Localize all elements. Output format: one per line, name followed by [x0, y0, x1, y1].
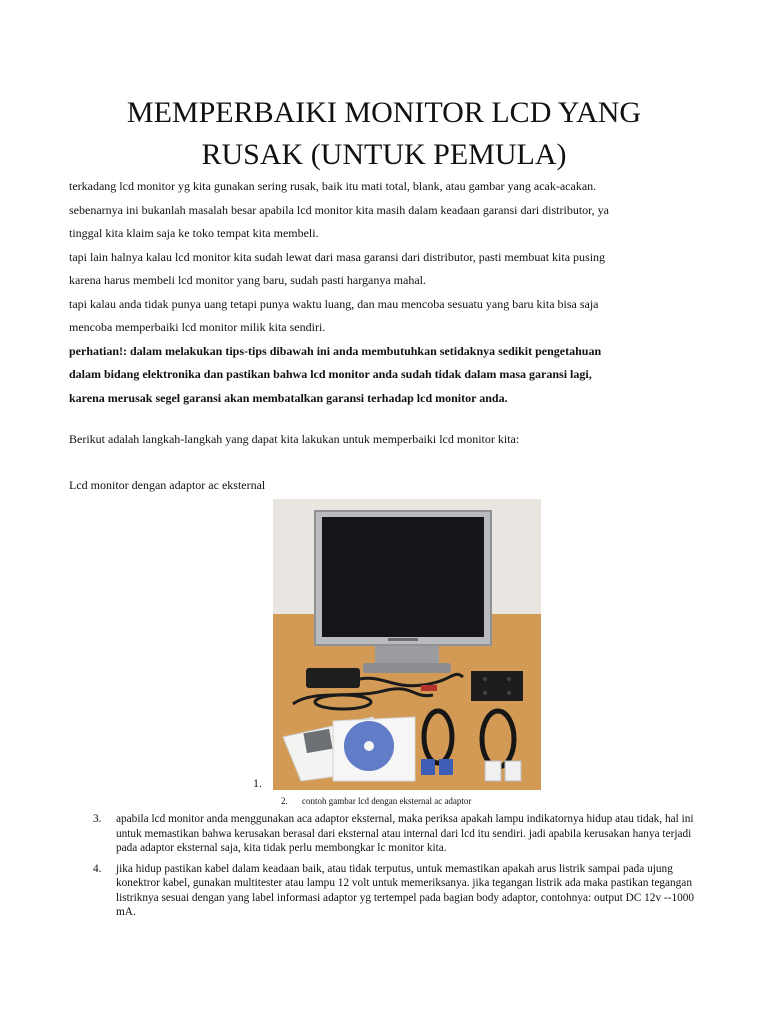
list-item-number: 3.: [93, 813, 102, 825]
document-title: [40, 92, 728, 176]
list-item-number: 1.: [253, 776, 262, 790]
lcd-monitor-photo: [273, 499, 541, 790]
paragraph: terkadang lcd monitor yg kita gunakan sering rusak, baik itu mati total, blank, atau gambar yang acak-acakan.: [69, 179, 597, 193]
list-item-text: apabila lcd monitor anda menggunakan aca adaptor eksternal, maka periksa apakah lampu indikatornya hidup atau tidak, hal ini untuk memastikan bahwa kerusakan berasal dari eksternal atau internal dari lcd itu sendiri. jadi apabila kerusakan hanya terjadi pada adaptor eksternal saja, kita tidak perlu membongkar lc monitor kita.: [116, 813, 694, 854]
paragraph: mencoba memperbaiki lcd monitor milik kita sendiri.: [69, 320, 326, 334]
image-caption: [281, 796, 471, 806]
section-heading: Lcd monitor dengan adaptor ac eksternal: [69, 477, 266, 492]
caption-number: 2.: [281, 796, 288, 806]
title-line-1: MEMPERBAIKI MONITOR LCD YANG: [126, 96, 642, 129]
warning-text: dalam bidang elektronika dan pastikan bahwa lcd monitor anda sudah tidak dalam masa garansi lagi,: [69, 367, 592, 381]
paragraph: tapi lain halnya kalau lcd monitor kita sudah lewat dari masa garansi dari distributor, pasti membuat kita pusing: [69, 249, 606, 264]
list-item-number: 4.: [93, 862, 102, 875]
paragraph: tinggal kita klaim saja ke toko tempat kita membeli.: [69, 226, 319, 240]
list-item: [93, 862, 708, 920]
list-item: [93, 812, 708, 856]
paragraph: karena harus membeli lcd monitor yang baru, sudah pasti harganya mahal.: [69, 273, 426, 287]
list-item-text: jika hidup pastikan kabel dalam keadaan baik, atau tidak terputus, untuk memastikan apakah arus listrik sampai pada ujung konektror kabel, gunakan multitester atau lampu 12 volt untuk memeriksanya. jika tegangan listrik ada maka pastikan tegangan listriknya sesuai dengan yang label informasi adaptor yg tertempel pada bagian body adaptor, contohnya: output DC 12v --1000 mA.: [116, 862, 695, 918]
document-body: [69, 175, 709, 497]
title-line-2: RUSAK (UNTUK PEMULA): [201, 138, 567, 171]
warning-text: karena merusak segel garansi akan membatalkan garansi terhadap lcd monitor anda.: [69, 390, 508, 405]
steps-intro: Berikut adalah langkah-langkah yang dapat kita lakukan untuk memperbaiki lcd monitor kita:: [69, 432, 520, 446]
warning-text: perhatian!: dalam melakukan tips-tips dibawah ini anda membutuhkan setidaknya sedikit pengetahuan: [69, 343, 602, 358]
paragraph: sebenarnya ini bukanlah masalah besar apabila lcd monitor kita masih dalam keadaan garansi dari distributor, ya: [69, 202, 609, 217]
caption-text: contoh gambar lcd dengan eksternal ac adaptor: [302, 796, 472, 806]
steps-list: [93, 812, 708, 926]
paragraph: tapi kalau anda tidak punya uang tetapi punya waktu luang, dan mau mencoba sesuatu yang baru kita bisa saja: [69, 296, 599, 311]
